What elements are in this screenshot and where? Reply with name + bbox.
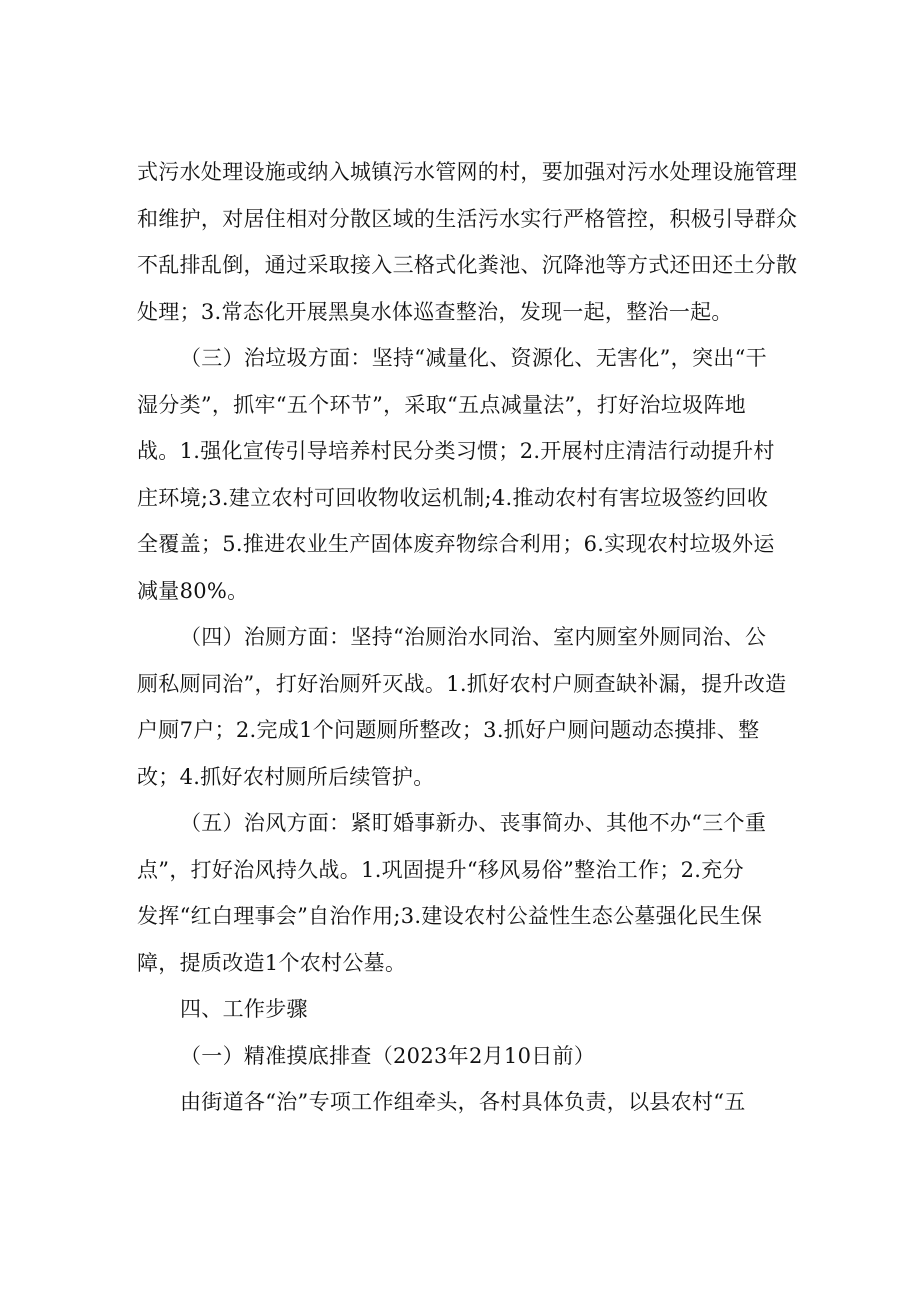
text-line: 处理；3.常态化开展黑臭水体巡查整治，发现一起，整治一起。 [137,300,733,324]
subsection-heading-survey: （一）精准摸底排查（2023年2月10日前） [180,1044,596,1068]
section-heading-garbage: （三）治垃圾方面：坚持“减量化、资源化、无害化”，突出“干 [180,346,767,370]
text-line: 户厕7户；2.完成1个问题厕所整改；3.抓好户厕问题动态摸排、整 [137,718,760,742]
text-line: 湿分类”，抓牢“五个环节”，采取“五点减量法”，打好治垃圾阵地 [137,393,746,417]
text-line: 发挥“红白理事会”自治作用;3.建设农村公益性生态公墓强化民生保 [137,904,763,928]
text-line: 全覆盖；5.推进农业生产固体废弃物综合利用；6.实现农村垃圾外运 [137,532,775,556]
text-line: 战。1.强化宣传引导培养村民分类习惯；2.开展村庄清洁行动提升村 [137,439,775,463]
text-line: 式污水处理设施或纳入城镇污水管网的村，要加强对污水处理设施管理 [137,160,798,184]
text-line: 不乱排乱倒，通过采取接入三格式化粪池、沉降池等方式还田还土分散 [137,253,798,277]
text-line: 和维护，对居住相对分散区域的生活污水实行严格管控，积极引导群众 [137,207,798,231]
text-line: 点”，打好治风持久战。1.巩固提升“移风易俗”整治工作；2.充分 [137,858,744,882]
section-heading-custom: （五）治风方面：紧盯婚事新办、丧事简办、其他不办“三个重 [180,811,767,835]
text-line: 障，提质改造1个农村公墓。 [137,951,407,975]
text-line: 减量80%。 [137,579,249,603]
text-line: 厕私厕同治”，打好治厕歼灭战。1.抓好农村户厕查缺补漏，提升改造 [137,672,787,696]
text-line: 庄环境;3.建立农村可回收物收运机制;4.推动农村有害垃圾签约回收 [137,486,769,510]
text-line: 由街道各“治”专项工作组牵头，各村具体负责，以县农村“五 [180,1090,746,1114]
chapter-heading-work-steps: 四、工作步骤 [180,997,308,1021]
section-heading-toilet: （四）治厕方面：坚持“治厕治水同治、室内厕室外厕同治、公 [180,625,767,649]
text-line: 改；4.抓好农村厕所后续管护。 [137,765,435,789]
